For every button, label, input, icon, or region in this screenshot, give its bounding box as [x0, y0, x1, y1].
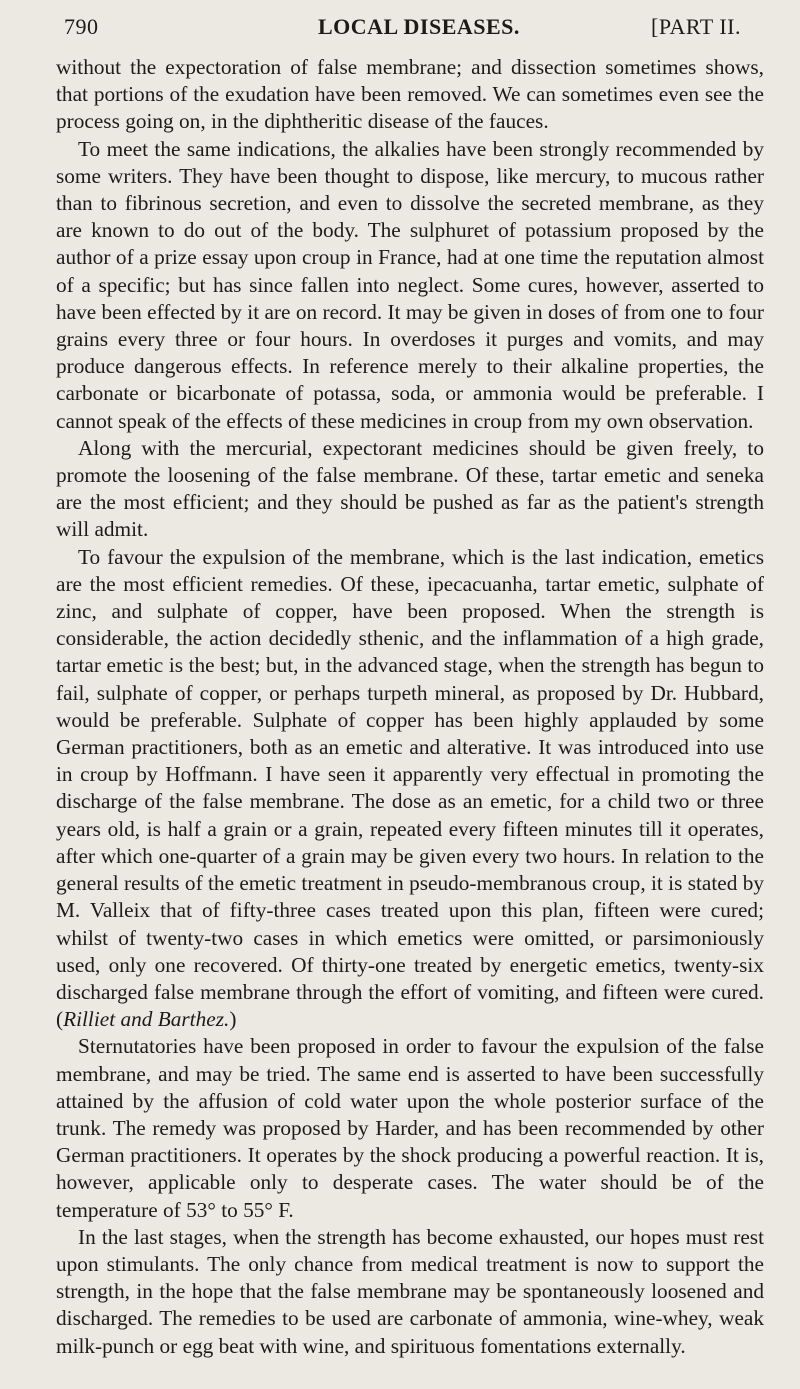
- page-number: 790: [64, 14, 99, 39]
- running-header: [56, 14, 764, 48]
- paragraph-emetics: [56, 544, 764, 1034]
- body-text: [56, 54, 764, 1360]
- paragraph-expectorants: Along with the mercurial, expectorant medicines should be given freely, to promote the loosening of the false membrane. Of these, tartar emetic and seneka are the most efficient; and they should be pushed as far as the patient's strength will admit.: [56, 435, 764, 542]
- running-title: LOCAL DISEASES.: [318, 14, 520, 39]
- paragraph-stimulants: In the last stages, when the strength has become exhausted, our hopes must rest upon stimulants. The only chance from medical treatment is now to support the strength, in the hope that the false membrane may be spontaneously loosened and discharged. The remedies to be used are carbonate of ammonia, wine-whey, weak milk-punch or egg beat with wine, and spirituous fomentations externally.: [56, 1224, 764, 1358]
- citation-open: (: [56, 1007, 64, 1032]
- citation-close: ): [229, 1007, 237, 1032]
- citation-authors: Rilliet and Barthez.: [63, 1007, 230, 1032]
- part-label: [PART II.: [651, 14, 741, 39]
- emetics-text: To favour the expulsion of the membrane, which is the last indication, emetics are the most efficient remedies. Of these, ipecacuanha, tartar emetic, sulphate of zinc, and sulphate of copper, have been proposed. When the strength is considerable, the action decidedly sthenic, and the inflammation of a high grade, tartar emetic is the best; but, in the advanced stage, when the strength has begun to fail, sulphate of copper, or perhaps turpeth mineral, as proposed by Dr. Hubbard, would be preferable. Sulphate of copper has been highly applauded by some German practitioners, both as an emetic and alterative. It was introduced into use in croup by Hoffmann. I have seen it apparently very effectual in promoting the discharge of the false membrane. The dose as an emetic, for a child two or three years old, is half a grain or a grain, repeated every fifteen minutes till it operates, after which one-quarter of a grain may be given every two hours. In relation to the general results of the emetic treatment in pseudo-membranous croup, it is stated by M. Valleix that of fifty-three cases treated upon this plan, fifteen were cured; whilst of twenty-two cases in which emetics were omitted, or parsimoniously used, only one recovered. Of thirty-one treated by energetic emetics, twenty-six discharged false membrane through the effort of vomiting, and fifteen were cured.: [56, 544, 764, 1004]
- paragraph-continuation: without the expectoration of false membrane; and dissection sometimes shows, that portions of the exudation have been removed. We can sometimes even see the process going on, in the diphtheritic disease of the fauces.: [56, 55, 764, 134]
- paragraph-alkalies: To meet the same indications, the alkalies have been strongly recommended by some writers. They have been thought to dispose, like mercury, to mucous rather than to fibrinous secretion, and even to dissolve the secreted membrane, as they are known to do out of the body. The sulphuret of potassium proposed by the author of a prize essay upon croup in France, had at one time the reputation almost of a specific; but has since fallen into neglect. Some cures, however, asserted to have been effected by it are on record. It may be given in doses of from one to four grains every three or four hours. In overdoses it purges and vomits, and may produce dangerous effects. In reference merely to their alkaline properties, the carbonate or bicarbonate of potassa, soda, or ammonia would be preferable. I cannot speak of the effects of these medicines in croup from my own observation.: [56, 136, 764, 433]
- paragraph-sternutatories: Sternutatories have been proposed in order to favour the expulsion of the false membrane, and may be tried. The same end is asserted to have been successfully attained by the affusion of cold water upon the whole posterior surface of the trunk. The remedy was proposed by Harder, and has been recommended by other German practitioners. It operates by the shock producing a powerful reaction. It is, however, applicable only to desperate cases. The water should be of the temperature of 53° to 55° F.: [56, 1034, 764, 1222]
